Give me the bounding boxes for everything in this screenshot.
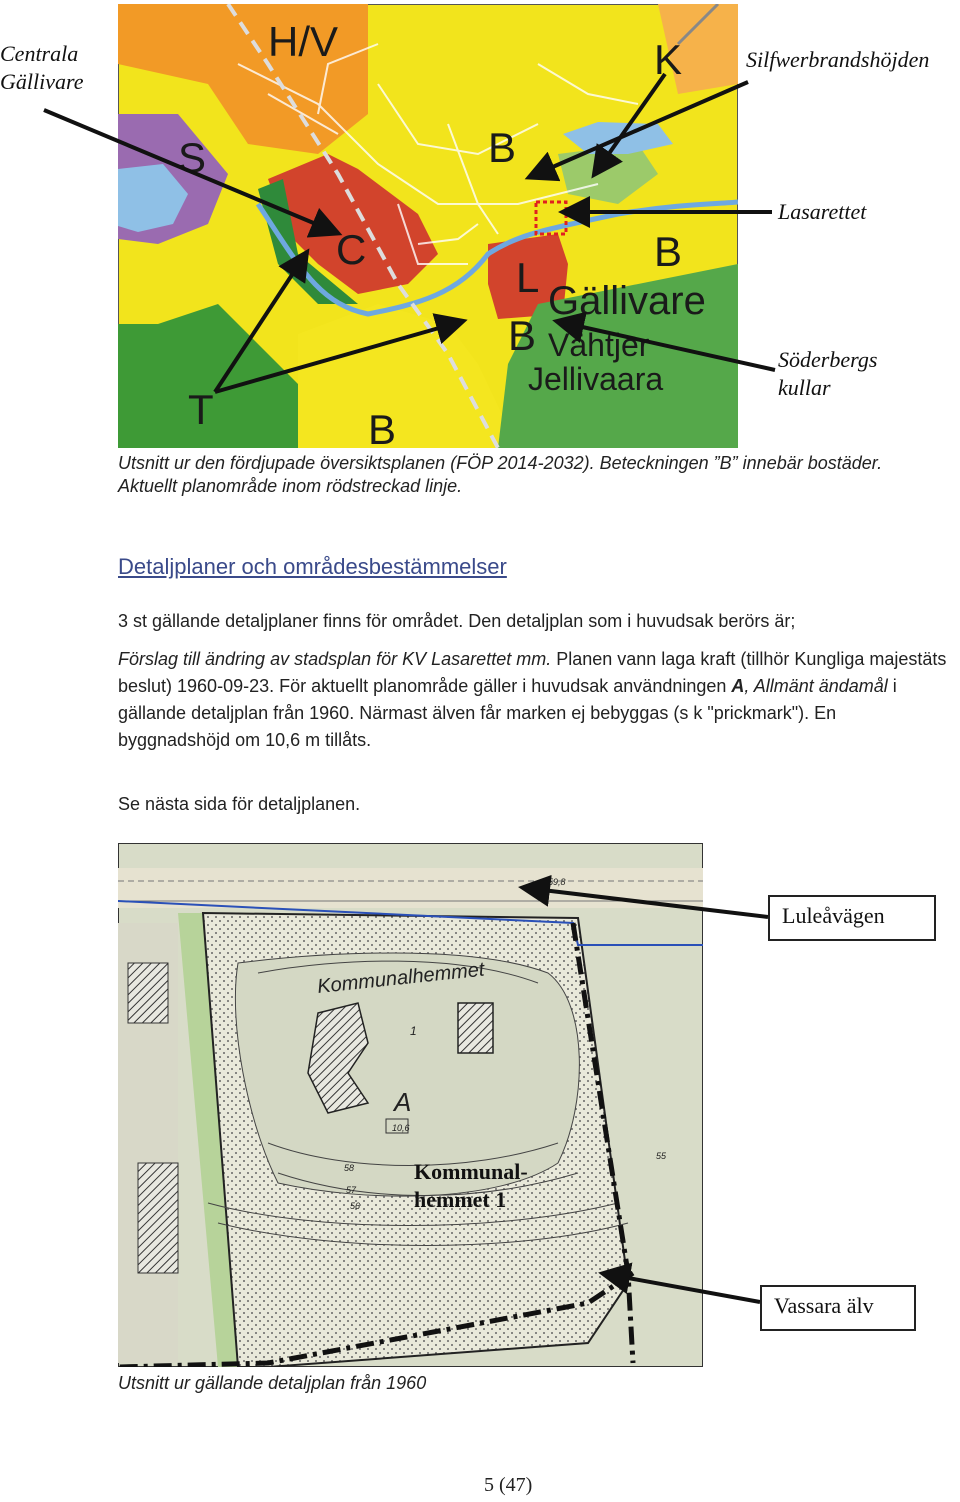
callout-centrala-line1: Centrala — [0, 41, 79, 66]
label-kommunalhemmet — [414, 1158, 528, 1214]
zone-letter-l: L — [516, 254, 540, 301]
callout-soderbergs-line2: kullar — [778, 375, 831, 400]
paragraph-detaljplaner: 3 st gällande detaljplaner finns för området. Den detaljplan som i huvudsak berörs är; — [118, 611, 796, 631]
plan-text-1: Planen vann laga kraft (tillhör Kungliga majestäts beslut) 1960-09-23. För aktuellt planområde gäller i huvudsak användningen — [118, 649, 947, 696]
map-text-elev-58: 58 — [344, 1163, 355, 1173]
zone-letter-b-north: B — [488, 124, 517, 171]
plan-usage-code: A — [731, 676, 745, 696]
zone-letter-k: K — [654, 36, 683, 83]
detail-plan-caption: Utsnitt ur gällande detaljplan från 1960 — [118, 1373, 427, 1393]
label-kommunal-line1: Kommunal- — [414, 1159, 528, 1184]
map-text-elev-55: 55 — [656, 1151, 667, 1161]
plan-text-2: i gällande detaljplan från 1960. Närmast älven får marken ej bebyggas (s k "prickmark"). En byggnadshöjd om 10,6 m tillåts. — [118, 676, 897, 750]
zone-letter-b-south: B — [508, 312, 537, 359]
map-text-usage-a: A — [394, 1087, 412, 1117]
callout-silfwerbrandshojden: Silfwerbrandshöjden — [746, 47, 930, 72]
place-jellivaara: Jellivaara — [528, 361, 664, 397]
place-gallivare: Gällivare — [548, 279, 706, 323]
section-heading: Detaljplaner och områdesbestämmelser — [118, 554, 507, 579]
map-text-parcel-1: 1 — [410, 1024, 417, 1038]
paragraph-se-nasta: Se nästa sida för detaljplanen. — [118, 794, 361, 814]
map-text-height: 10,6 — [392, 1123, 410, 1133]
overview-map-caption — [118, 452, 938, 498]
zone-letter-c: C — [336, 226, 367, 273]
zone-letter-b-east: B — [654, 228, 683, 275]
label-luleavagen: Luleåvägen — [768, 895, 936, 941]
paragraph-stadsplan — [118, 636, 948, 754]
callout-centrala-line2: Gällivare — [0, 69, 84, 94]
zone-letter-t: T — [188, 386, 214, 433]
map-text-elev-56: 56 — [350, 1201, 361, 1211]
callout-soderbergs-kullar — [778, 346, 877, 402]
caption-line2: Aktuellt planområde inom rödstreckad linje. — [118, 476, 463, 496]
callout-lasarettet: Lasarettet — [778, 199, 867, 224]
label-kommunal-line2: hemmet 1 — [414, 1187, 507, 1212]
zone-letter-hv: H/V — [268, 18, 339, 65]
plan-usage-name: , Allmänt ändamål — [744, 676, 888, 696]
place-vahtjer: Vähtjer — [548, 327, 650, 363]
map-text-elev-598: 59,8 — [548, 877, 566, 887]
map-text-kommunalhemmet: Kommunalhemmet — [316, 958, 486, 998]
callout-centrala-gallivare — [0, 40, 84, 96]
callout-soderbergs-line1: Söderbergs — [778, 347, 878, 372]
map-text-elev-57: 57 — [346, 1185, 357, 1195]
label-vassara-alv: Vassara älv — [760, 1285, 916, 1331]
zone-letter-b-bottom: B — [368, 406, 397, 448]
page-number: 5 (47) — [484, 1474, 533, 1496]
plan-title: Förslag till ändring av stadsplan för KV Lasarettet mm. — [118, 649, 552, 669]
zone-letter-s: S — [178, 134, 207, 181]
caption-line1: Utsnitt ur den fördjupade översiktsplanen (FÖP 2014-2032). Beteckningen ”B” innebär bostäder. — [118, 453, 883, 473]
